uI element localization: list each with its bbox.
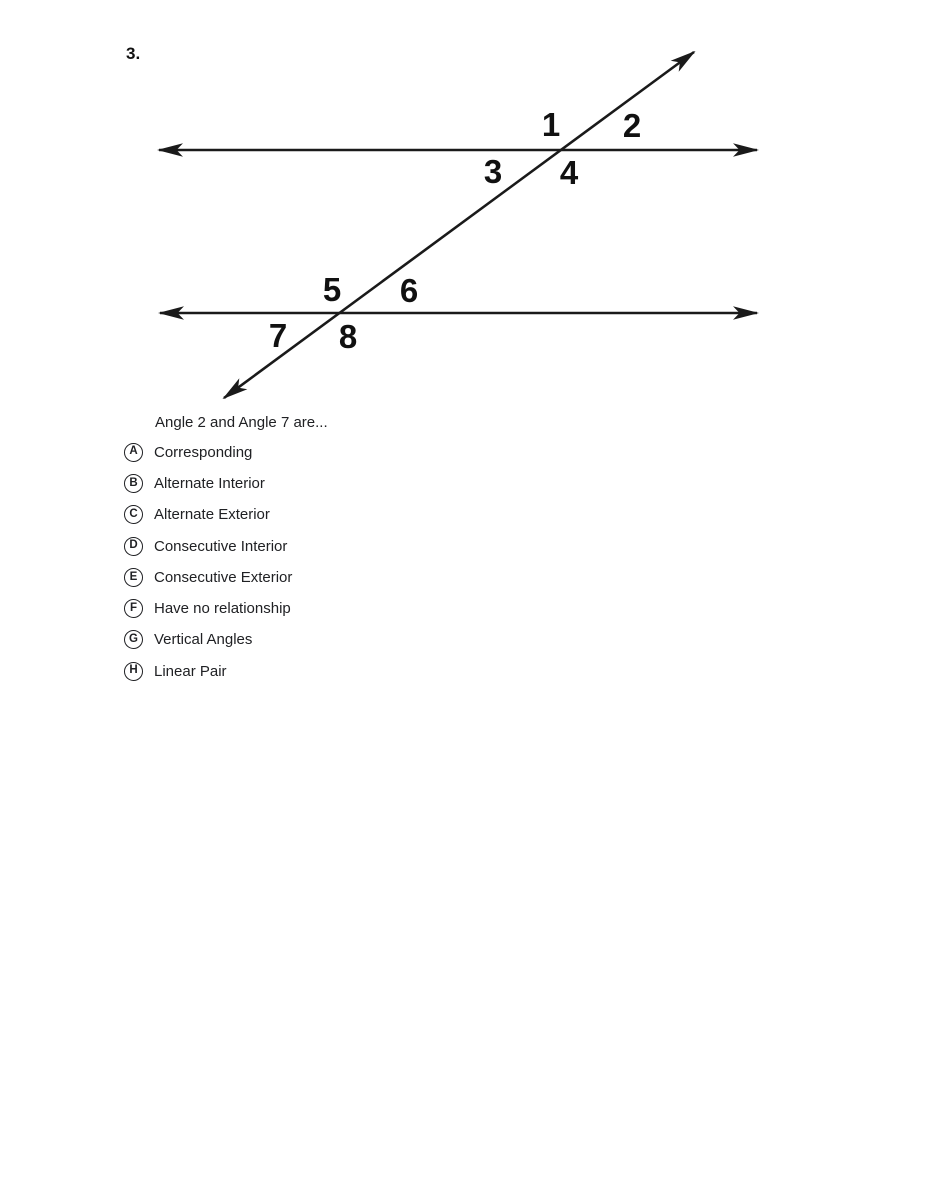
angle-label-7: 7	[268, 317, 288, 354]
option-g-label: Vertical Angles	[154, 631, 253, 649]
option-d-letter-badge: D	[124, 537, 143, 556]
option-h-label: Linear Pair	[154, 662, 227, 680]
option-f[interactable]	[124, 593, 292, 624]
angle-label-8: 8	[338, 318, 358, 355]
option-b-label: Alternate Interior	[154, 474, 265, 492]
option-b[interactable]	[124, 468, 292, 499]
option-a-label: Corresponding	[154, 443, 253, 461]
option-h[interactable]	[124, 656, 292, 687]
angle-label-6: 6	[399, 272, 419, 309]
angle-label-1: 1	[541, 106, 561, 143]
option-f-label: Have no relationship	[154, 600, 291, 618]
option-b-letter-badge: B	[124, 474, 143, 493]
option-c[interactable]	[124, 499, 292, 530]
option-c-letter-badge: C	[124, 505, 143, 524]
option-g-letter-badge: G	[124, 630, 143, 649]
parallel-lines-transversal-diagram	[0, 0, 926, 410]
option-e-label: Consecutive Exterior	[154, 568, 293, 586]
option-a-letter-badge: A	[124, 443, 143, 462]
option-h-letter-badge: H	[124, 662, 143, 681]
angle-label-4: 4	[559, 154, 579, 191]
answer-options	[124, 437, 292, 687]
option-d[interactable]	[124, 530, 292, 561]
question-number: 3.	[126, 44, 141, 63]
angle-label-3: 3	[483, 153, 503, 190]
option-g[interactable]	[124, 624, 292, 655]
angle-label-5: 5	[322, 271, 342, 308]
option-a[interactable]	[124, 437, 292, 468]
option-e[interactable]	[124, 562, 292, 593]
angle-label-2: 2	[622, 107, 642, 144]
option-e-letter-badge: E	[124, 568, 143, 587]
option-f-letter-badge: F	[124, 599, 143, 618]
option-c-label: Alternate Exterior	[154, 506, 270, 524]
question-prompt: Angle 2 and Angle 7 are...	[155, 414, 328, 431]
transversal-line	[224, 52, 694, 398]
option-d-label: Consecutive Interior	[154, 537, 288, 555]
